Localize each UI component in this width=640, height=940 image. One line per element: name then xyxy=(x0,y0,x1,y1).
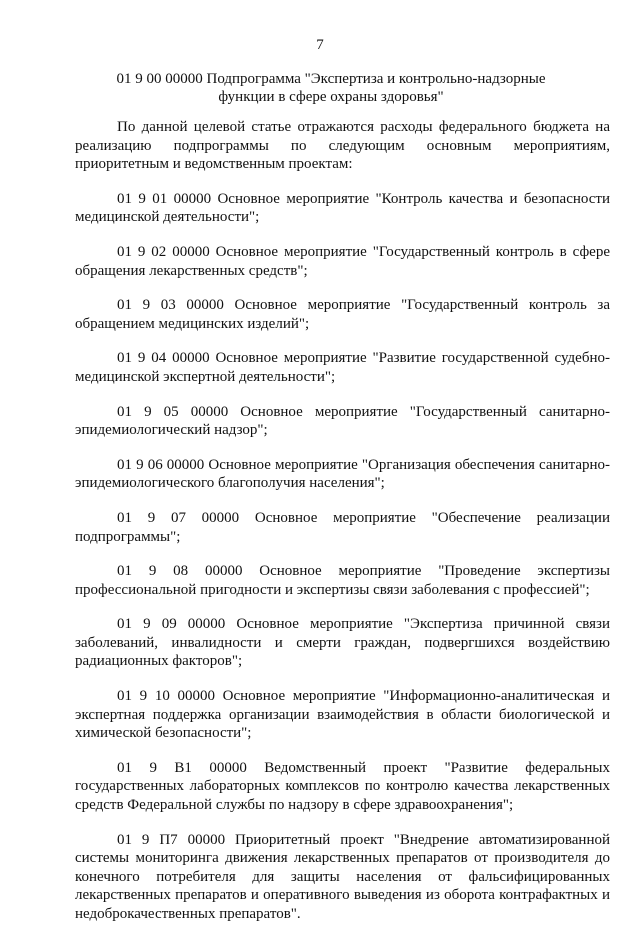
item-paragraph-10: 01 9 10 00000 Основное мероприятие "Информационно-аналитическая и экспертная поддержка организации взаимодействия в области биологической и химической безопасности"; xyxy=(75,688,610,742)
item-paragraph-06: 01 9 06 00000 Основное мероприятие "Организация обеспечения санитарно-эпидемиологического благополучия населения"; xyxy=(75,456,610,492)
item-paragraph-08: 01 9 08 00000 Основное мероприятие "Проведение экспертизы профессиональной пригодности и экспертизы связи заболевания с профессией"; xyxy=(75,563,610,598)
item-paragraph-01: 01 9 01 00000 Основное мероприятие "Контроль качества и безопасности медицинской деятельности"; xyxy=(75,190,610,226)
section-heading-line-1: 01 9 00 00000 Подпрограмма "Экспертиза и контрольно-надзорные xyxy=(116,71,546,87)
item-paragraph-05: 01 9 05 00000 Основное мероприятие "Государственный санитарно-эпидемиологический надзор"; xyxy=(75,403,610,439)
item-paragraph-03: 01 9 03 00000 Основное мероприятие "Государственный контроль за обращением медицинских изделий"; xyxy=(75,297,610,332)
section-heading xyxy=(86,70,576,106)
intro-paragraph: По данной целевой статье отражаются расходы федерального бюджета на реализацию подпрограммы по следующим основным мероприятиям, приоритетным и ведомственным проектам: xyxy=(75,119,610,173)
item-paragraph-09: 01 9 09 00000 Основное мероприятие "Экспертиза причинной связи заболеваний, инвалидности и смерти граждан, подвергшихся воздействию радиационных факторов"; xyxy=(75,616,610,670)
item-paragraph-02: 01 9 02 00000 Основное мероприятие "Государственный контроль в сфере обращения лекарственных средств"; xyxy=(75,243,610,279)
item-paragraph-07: 01 9 07 00000 Основное мероприятие "Обеспечение реализации подпрограммы"; xyxy=(75,509,610,545)
item-paragraph-04: 01 9 04 00000 Основное мероприятие "Развитие государственной судебно-медицинской экспертной деятельности"; xyxy=(75,350,610,385)
page-number: 7 xyxy=(316,37,324,53)
section-heading-line-2: функции в сфере охраны здоровья" xyxy=(218,89,444,105)
item-paragraph-p7: 01 9 П7 00000 Приоритетный проект "Внедрение автоматизированной системы мониторинга движения лекарственных препаратов от производителя до конечного потребителя для защиты населения от фальсифицированных лекарственных препаратов и оперативного выведения из оборота контрафактных и недоброкачественных препаратов". xyxy=(75,831,610,922)
item-paragraph-b1: 01 9 В1 00000 Ведомственный проект "Развитие федеральных государственных лабораторных комплексов по контролю качества лекарственных средств Федеральной службы по надзору в сфере здравоохранения"; xyxy=(75,759,610,814)
document-body xyxy=(75,118,610,940)
